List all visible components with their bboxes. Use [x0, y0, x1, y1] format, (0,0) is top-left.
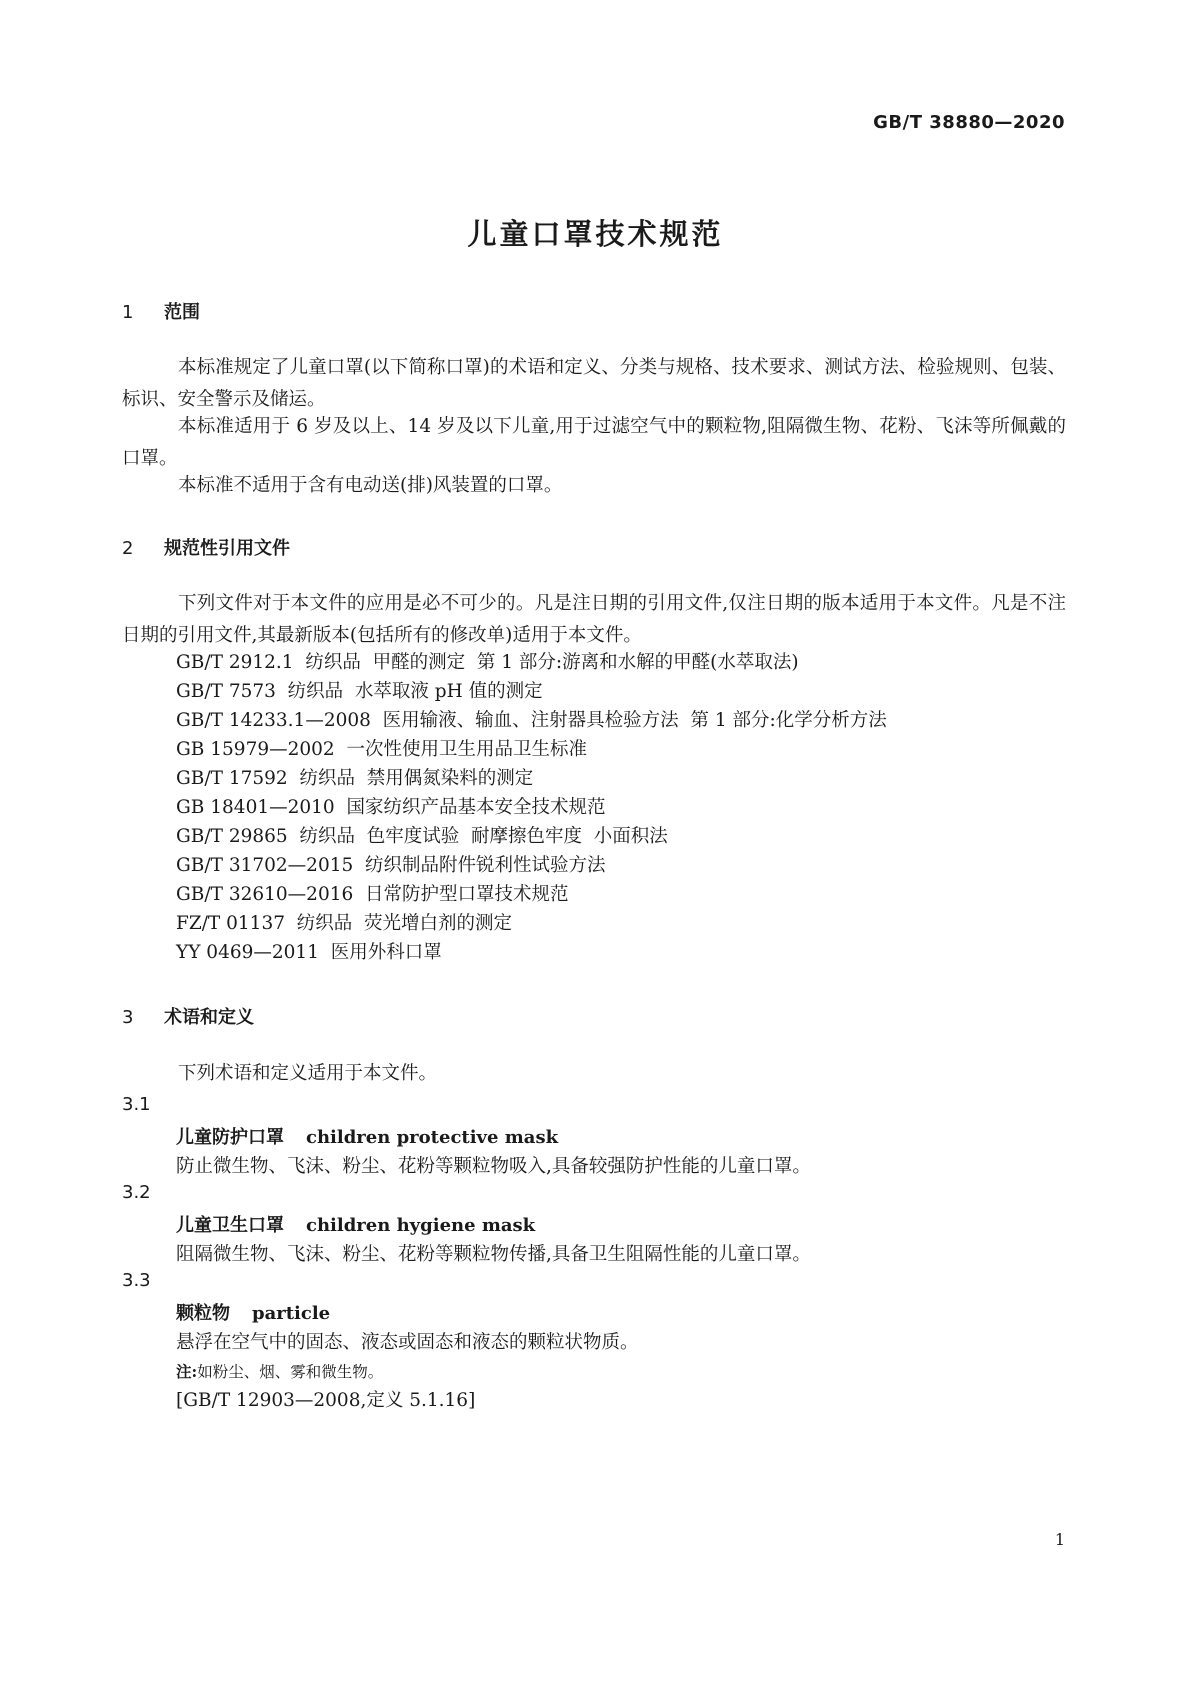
normative-reference: GB/T 2912.1 纺织品 甲醛的测定 第 1 部分:游离和水解的甲醛(水萃取法) [176, 652, 799, 673]
section-title: 术语和定义 [164, 1007, 254, 1028]
term-name [176, 1123, 558, 1149]
normative-reference: GB 15979—2002 一次性使用卫生用品卫生标准 [176, 739, 587, 760]
term-name-zh: 儿童卫生口罩 [176, 1215, 284, 1236]
term-source: [GB/T 12903—2008,定义 5.1.16] [176, 1390, 476, 1411]
term-definition: 悬浮在空气中的固态、液态或固态和液态的颗粒状物质。 [176, 1332, 639, 1353]
term-name-zh: 颗粒物 [176, 1303, 230, 1324]
term-name-en: children protective mask [306, 1127, 559, 1148]
section-1-heading [122, 298, 200, 324]
term-name-en: particle [252, 1303, 331, 1324]
note-text: 如粉尘、烟、雾和微生物。 [197, 1363, 384, 1381]
section-number: 2 [122, 538, 134, 559]
section-number: 3 [122, 1007, 134, 1028]
term-name [176, 1211, 535, 1237]
section-1-paragraph-3: 本标准不适用于含有电动送(排)风装置的口罩。 [178, 475, 563, 496]
term-name [176, 1299, 330, 1325]
term-definition: 防止微生物、飞沫、粉尘、花粉等颗粒物吸入,具备较强防护性能的儿童口罩。 [176, 1156, 811, 1177]
term-note [176, 1360, 383, 1382]
term-number: 3.1 [122, 1094, 151, 1115]
section-3-heading [122, 1003, 254, 1029]
normative-reference: YY 0469—2011 医用外科口罩 [176, 942, 442, 963]
term-definition: 阻隔微生物、飞沫、粉尘、花粉等颗粒物传播,具备卫生阻隔性能的儿童口罩。 [176, 1244, 811, 1265]
section-2-intro: 下列文件对于本文件的应用是必不可少的。凡是注日期的引用文件,仅注日期的版本适用于本文件。凡是不注日期的引用文件,其最新版本(包括所有的修改单)适用于本文件。 [122, 593, 1066, 646]
note-label: 注: [176, 1362, 198, 1381]
normative-reference: GB/T 7573 纺织品 水萃取液 pH 值的测定 [176, 681, 543, 702]
term-name-en: children hygiene mask [306, 1215, 536, 1236]
page-number: 1 [1054, 1530, 1065, 1549]
section-number: 1 [122, 302, 134, 323]
normative-reference: GB/T 14233.1—2008 医用输液、输血、注射器具检验方法 第 1 部分:化学分析方法 [176, 710, 887, 731]
section-title: 范围 [164, 302, 200, 323]
term-number: 3.3 [122, 1270, 151, 1291]
section-title: 规范性引用文件 [164, 538, 290, 559]
normative-reference: GB 18401—2010 国家纺织产品基本安全技术规范 [176, 797, 606, 818]
normative-reference: FZ/T 01137 纺织品 荧光增白剂的测定 [176, 913, 513, 934]
section-1-paragraph-2: 本标准适用于 6 岁及以上、14 岁及以下儿童,用于过滤空气中的颗粒物,阻隔微生物、花粉、飞沫等所佩戴的口罩。 [122, 416, 1066, 469]
section-2-heading [122, 534, 290, 560]
normative-reference: GB/T 31702—2015 纺织制品附件锐利性试验方法 [176, 855, 606, 876]
normative-reference: GB/T 32610—2016 日常防护型口罩技术规范 [176, 884, 569, 905]
section-1-paragraph-1: 本标准规定了儿童口罩(以下简称口罩)的术语和定义、分类与规格、技术要求、测试方法、检验规则、包装、标识、安全警示及储运。 [122, 357, 1066, 410]
normative-reference: GB/T 17592 纺织品 禁用偶氮染料的测定 [176, 768, 534, 789]
document-title: 儿童口罩技术规范 [467, 217, 724, 251]
standard-number: GB/T 38880—2020 [873, 112, 1065, 133]
term-number: 3.2 [122, 1182, 151, 1203]
section-3-intro: 下列术语和定义适用于本文件。 [178, 1063, 438, 1084]
normative-reference: GB/T 29865 纺织品 色牢度试验 耐摩擦色牢度 小面积法 [176, 826, 668, 847]
term-name-zh: 儿童防护口罩 [176, 1127, 284, 1148]
